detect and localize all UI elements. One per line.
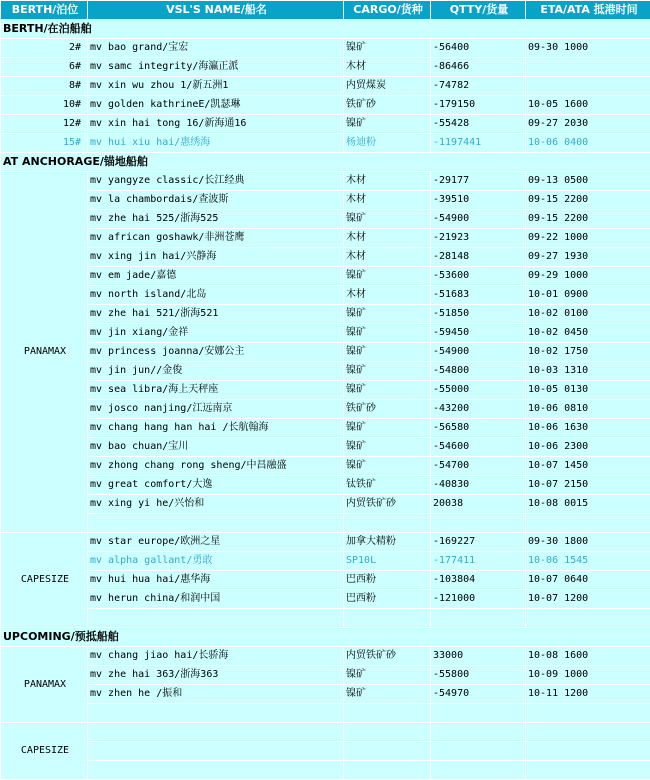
eta: [526, 514, 650, 533]
eta: [526, 704, 650, 723]
cargo: [344, 742, 431, 761]
vessel-class-label: PANAMAX: [1, 647, 88, 723]
header-quantity: QTTY/货量: [431, 1, 526, 20]
vessel-class-label: CAPESIZE: [1, 533, 88, 628]
eta: 10-03 1310: [526, 362, 650, 381]
vessel-name: mv samc integrity/海瀛正派: [88, 58, 344, 77]
table-row: [1, 362, 650, 381]
eta: 10-08 1600: [526, 647, 650, 666]
cargo: 镍矿: [344, 666, 431, 685]
table-row: [1, 609, 650, 628]
vessel-name: mv xin hai tong 16/新海通16: [88, 115, 344, 134]
vessel-name: mv zhong chang rong sheng/中昌融盛: [88, 457, 344, 476]
quantity: [431, 723, 526, 742]
eta: 10-02 1750: [526, 343, 650, 362]
table-row: [1, 115, 650, 134]
vessel-name: [88, 742, 344, 761]
cargo: 巴西粉: [344, 590, 431, 609]
vessel-name: mv zhe hai 521/浙海521: [88, 305, 344, 324]
table-row: [1, 476, 650, 495]
vessel-name: mv zhe hai 525/浙海525: [88, 210, 344, 229]
quantity: -177411: [431, 552, 526, 571]
quantity: -56400: [431, 39, 526, 58]
quantity: [431, 704, 526, 723]
table-row: [1, 552, 650, 571]
section-row: [1, 153, 650, 172]
eta: 09-29 1000: [526, 267, 650, 286]
table-row: [1, 305, 650, 324]
eta: 10-06 1545: [526, 552, 650, 571]
vessel-name: mv alpha gallant/勇敢: [88, 552, 344, 571]
vessel-name: mv sea libra/海上天秤座: [88, 381, 344, 400]
cargo: 镍矿: [344, 324, 431, 343]
vessel-name: mv zhen he /振和: [88, 685, 344, 704]
quantity: -74782: [431, 77, 526, 96]
vessel-name: mv hui xiu hai/惠绣海: [88, 134, 344, 153]
eta: 10-02 0100: [526, 305, 650, 324]
vessel-name: mv north island/北岛: [88, 286, 344, 305]
vessel-name: mv xing yi he/兴怡和: [88, 495, 344, 514]
cargo: 木材: [344, 229, 431, 248]
eta: 09-22 1000: [526, 229, 650, 248]
table-row: [1, 191, 650, 210]
vessel-name: mv yangyze classic/长江经典: [88, 172, 344, 191]
vessel-name: mv great comfort/大逸: [88, 476, 344, 495]
table-row: [1, 457, 650, 476]
eta: 10-06 2300: [526, 438, 650, 457]
berth-number: 10#: [1, 96, 88, 115]
table-row: [1, 666, 650, 685]
table-row: [1, 761, 650, 780]
vessel-name: mv xing jin hai/兴静海: [88, 248, 344, 267]
table-row: [1, 438, 650, 457]
quantity: -55800: [431, 666, 526, 685]
eta: [526, 761, 650, 780]
table-row: [1, 229, 650, 248]
cargo: 内贸煤炭: [344, 77, 431, 96]
eta: 10-06 1630: [526, 419, 650, 438]
eta: 10-09 1000: [526, 666, 650, 685]
cargo: 木材: [344, 58, 431, 77]
eta: 10-07 1450: [526, 457, 650, 476]
vessel-name: [88, 514, 344, 533]
table-row: [1, 210, 650, 229]
eta: 10-07 0640: [526, 571, 650, 590]
quantity: [431, 609, 526, 628]
cargo: 镍矿: [344, 362, 431, 381]
vessel-name: mv chang jiao hai/长骄海: [88, 647, 344, 666]
vessel-name: mv em jade/嘉德: [88, 267, 344, 286]
quantity: -29177: [431, 172, 526, 191]
cargo: 巴西粉: [344, 571, 431, 590]
quantity: -21923: [431, 229, 526, 248]
vessel-name: [88, 723, 344, 742]
cargo: 镍矿: [344, 115, 431, 134]
quantity: -179150: [431, 96, 526, 115]
cargo: 镍矿: [344, 685, 431, 704]
eta: [526, 723, 650, 742]
quantity: 20038: [431, 495, 526, 514]
quantity: -54900: [431, 343, 526, 362]
vessel-name: mv jin jun//金俊: [88, 362, 344, 381]
section-row: [1, 20, 650, 39]
quantity: -51850: [431, 305, 526, 324]
cargo: [344, 609, 431, 628]
vessel-name: [88, 761, 344, 780]
eta: 09-15 2200: [526, 210, 650, 229]
header-cargo: CARGO/货种: [344, 1, 431, 20]
table-row: [1, 495, 650, 514]
table-row: [1, 286, 650, 305]
cargo: 镍矿: [344, 419, 431, 438]
table-row: [1, 723, 650, 742]
vessel-class-label: CAPESIZE: [1, 723, 88, 780]
eta: 10-05 1600: [526, 96, 650, 115]
quantity: -55000: [431, 381, 526, 400]
eta: 10-02 0450: [526, 324, 650, 343]
vessel-name: mv la chambordais/查波斯: [88, 191, 344, 210]
cargo: [344, 723, 431, 742]
cargo: 木材: [344, 248, 431, 267]
cargo: 铁矿砂: [344, 400, 431, 419]
table-row: [1, 533, 650, 552]
eta: 10-06 0400: [526, 134, 650, 153]
cargo: 镍矿: [344, 381, 431, 400]
quantity: -54700: [431, 457, 526, 476]
cargo: 木材: [344, 191, 431, 210]
cargo: 杨迪粉: [344, 134, 431, 153]
eta: [526, 58, 650, 77]
vessel-name: mv golden kathrineE/凯瑟琳: [88, 96, 344, 115]
cargo: 镍矿: [344, 39, 431, 58]
eta: 09-15 2200: [526, 191, 650, 210]
quantity: -40830: [431, 476, 526, 495]
quantity: -169227: [431, 533, 526, 552]
header-eta: ETA/ATA 抵港时间: [526, 1, 650, 20]
table-row: [1, 514, 650, 533]
berth-number: 12#: [1, 115, 88, 134]
cargo: 木材: [344, 286, 431, 305]
cargo: [344, 704, 431, 723]
table-body: [1, 20, 650, 780]
cargo: 镍矿: [344, 343, 431, 362]
vessel-name: mv princess joanna/安娜公主: [88, 343, 344, 362]
vessel-name: mv jin xiang/金祥: [88, 324, 344, 343]
quantity: -59450: [431, 324, 526, 343]
quantity: -54970: [431, 685, 526, 704]
vessel-name: [88, 704, 344, 723]
eta: 10-07 2150: [526, 476, 650, 495]
quantity: -28148: [431, 248, 526, 267]
eta: 09-13 0500: [526, 172, 650, 191]
quantity: -56580: [431, 419, 526, 438]
table-row: [1, 742, 650, 761]
eta: 10-07 1200: [526, 590, 650, 609]
cargo: 镍矿: [344, 210, 431, 229]
table-row: [1, 685, 650, 704]
eta: 09-30 1800: [526, 533, 650, 552]
vessel-name: mv josco nanjing/江远南京: [88, 400, 344, 419]
header-berth: BERTH/泊位: [1, 1, 88, 20]
cargo: [344, 514, 431, 533]
quantity: 33000: [431, 647, 526, 666]
berth-number: 6#: [1, 58, 88, 77]
eta: 10-05 0130: [526, 381, 650, 400]
eta: 10-08 0015: [526, 495, 650, 514]
table-row: [1, 343, 650, 362]
quantity: [431, 742, 526, 761]
eta: 09-27 1930: [526, 248, 650, 267]
table-row: [1, 324, 650, 343]
cargo: [344, 761, 431, 780]
cargo: 镍矿: [344, 438, 431, 457]
section-title: AT ANCHORAGE/锚地船舶: [1, 153, 650, 172]
berth-number: 2#: [1, 39, 88, 58]
quantity: -54900: [431, 210, 526, 229]
table-row: [1, 381, 650, 400]
vessel-name: mv bao chuan/宝川: [88, 438, 344, 457]
vessel-name: mv bao grand/宝宏: [88, 39, 344, 58]
vessel-name: mv zhe hai 363/浙海363: [88, 666, 344, 685]
quantity: -1197441: [431, 134, 526, 153]
cargo: 铁矿砂: [344, 96, 431, 115]
vessel-name: mv star europe/欧洲之星: [88, 533, 344, 552]
cargo: 内贸铁矿砂: [344, 495, 431, 514]
quantity: -53600: [431, 267, 526, 286]
eta: 10-06 0810: [526, 400, 650, 419]
cargo: 钛铁矿: [344, 476, 431, 495]
quantity: [431, 761, 526, 780]
vessel-name: mv xin wu zhou 1/新五洲1: [88, 77, 344, 96]
berth-number: 15#: [1, 134, 88, 153]
eta: 10-01 0900: [526, 286, 650, 305]
table-row: [1, 647, 650, 666]
vessel-name: [88, 609, 344, 628]
table-row: [1, 704, 650, 723]
section-title: UPCOMING/预抵船舶: [1, 628, 650, 647]
berth-number: 8#: [1, 77, 88, 96]
cargo: 镍矿: [344, 267, 431, 286]
section-row: [1, 628, 650, 647]
header-vessel-name: VSL'S NAME/船名: [88, 1, 344, 20]
table-row: [1, 134, 650, 153]
table-row: [1, 248, 650, 267]
vessel-name: mv hui hua hai/惠华海: [88, 571, 344, 590]
table-row: [1, 96, 650, 115]
eta: [526, 742, 650, 761]
cargo: 木材: [344, 172, 431, 191]
table-row: [1, 419, 650, 438]
cargo: SP10L: [344, 552, 431, 571]
quantity: -51683: [431, 286, 526, 305]
table-row: [1, 590, 650, 609]
eta: 09-27 2030: [526, 115, 650, 134]
eta: [526, 609, 650, 628]
table-row: [1, 267, 650, 286]
quantity: -54800: [431, 362, 526, 381]
cargo: 内贸铁矿砂: [344, 647, 431, 666]
section-title: BERTH/在泊船舶: [1, 20, 650, 39]
table-row: [1, 77, 650, 96]
cargo: 镍矿: [344, 305, 431, 324]
quantity: -121000: [431, 590, 526, 609]
quantity: -55428: [431, 115, 526, 134]
quantity: [431, 514, 526, 533]
cargo: 加拿大精粉: [344, 533, 431, 552]
table-row: [1, 39, 650, 58]
eta: 10-11 1200: [526, 685, 650, 704]
quantity: -43200: [431, 400, 526, 419]
vessel-name: mv chang hang han hai /长航翰海: [88, 419, 344, 438]
quantity: -39510: [431, 191, 526, 210]
table-row: [1, 400, 650, 419]
quantity: -103804: [431, 571, 526, 590]
cargo: 镍矿: [344, 457, 431, 476]
quantity: -54600: [431, 438, 526, 457]
table-row: [1, 571, 650, 590]
quantity: -86466: [431, 58, 526, 77]
vessel-name: mv herun china/和润中国: [88, 590, 344, 609]
eta: 09-30 1000: [526, 39, 650, 58]
eta: [526, 77, 650, 96]
vessel-class-label: PANAMAX: [1, 172, 88, 533]
header-row: [1, 1, 650, 20]
table-row: [1, 58, 650, 77]
vessel-name: mv african goshawk/非洲苍鹰: [88, 229, 344, 248]
table-row: [1, 172, 650, 191]
